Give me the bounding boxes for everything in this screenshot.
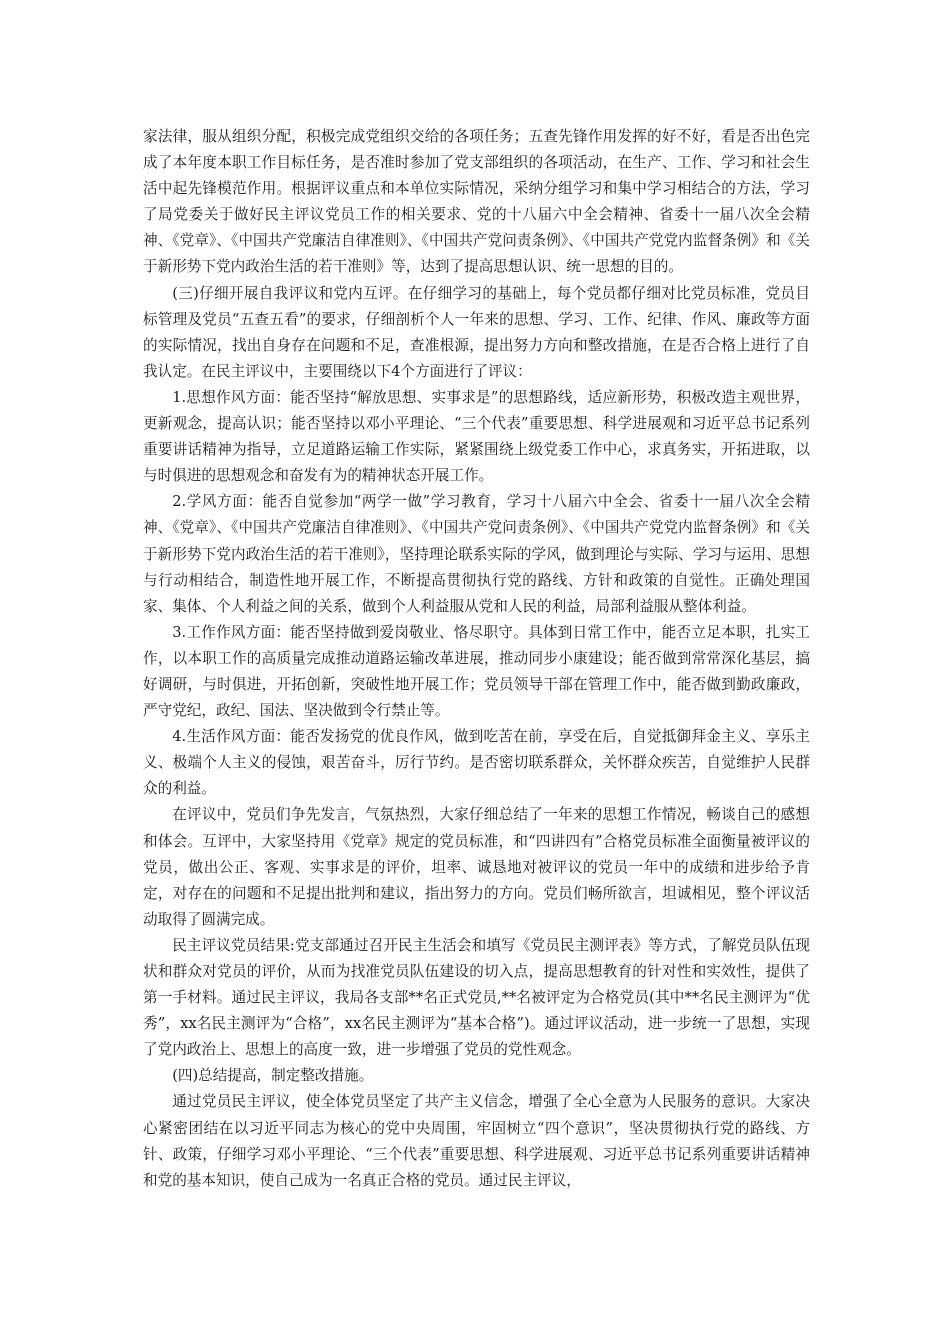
paragraph-item-2-study-style: 2.学风方面：能否自觉参加“两学一做”学习教育，学习十八届六中全会、省委十一届八次全会精神、《党章》、《中国共产党廉洁自律准则》、《中国共产党问责条例》、《中国共产党党内监督条例》和《关于新形势下党内政治生活的若干准则》，坚持理论联系实际的学风，做到理论与实际、学习与运用、思想与行动相结合，制造性地开展工作，不断提高贯彻执行党的路线、方针和政策的自觉性。正确处理国家、集体、个人利益之间的关系，做到个人利益服从党和人民的利益，局部利益服从整体利益。 — [143, 493, 810, 615]
paragraph-evaluation-process: 在评议中，党员们争先发言，气氛热烈，大家仔细总结了一年来的思想工作情况，畅谈自己的感想和体会。互评中，大家坚持用《党章》规定的党员标准，和“四讲四有”合格党员标准全面衡量被评议的党员，做出公正、客观、实事求是的评价，坦率、诚恳地对被评议的党员一年中的成绩和进步给予肯定，对存在的问题和不足提出批判和建议，指出努力的方向。党员们畅所欲言，坦诚相见，整个评议活动取得了圆满完成。 — [143, 806, 810, 928]
paragraph-evaluation-results: 民主评议党员结果:党支部通过召开民主生活会和填写《党员民主测评表》等方式，了解党员队伍现状和群众对党员的评价，从而为找准党员队伍建设的切入点，提高思想教育的针对性和实效性，提供了第一手材料。通过民主评议，我局各支部**名正式党员,**名被评定为合格党员(其中**名民主测评为“优秀”，xx名民主测评为“合格”，xx名民主测评为“基本合格”)。通过评议活动，进一步统一了思想，实现了党内政治上、思想上的高度一致，进一步增强了党员的党性观念。 — [143, 936, 810, 1059]
paragraph-item-3-work-style: 3.工作作风方面：能否坚持做到爱岗敬业、恪尽职守。具体到日常工作中，能否立足本职，扎实工作，以本职工作的高质量完成推动道路运输改革进展，推动同步小康建设；能否做到常常深化基层，搞好调研，与时俱进，开拓创新，突破性地开展工作；党员领导干部在管理工作中，能否做到勤政廉政，严守党纪，政纪、国法、坚决做到令行禁止等。 — [143, 623, 810, 720]
document-body — [143, 124, 810, 1194]
paragraph-item-4-life-style: 4.生活作风方面：能否发扬党的优良作风，做到吃苦在前，享受在后，自觉抵御拜金主义、享乐主义、极端个人主义的侵蚀，艰苦奋斗，厉行节约。是否密切联系群众，关怀群众疾苦，自觉维护人民群众的利益。 — [143, 728, 810, 798]
paragraph-item-1-thinking-style: 1.思想作风方面：能否坚持“解放思想、实事求是”的思想路线，适应新形势，积极改造主观世界，更新观念，提高认识；能否坚持以邓小平理论、“三个代表”重要思想、科学进展观和习近平总书记系列重要讲话精神为指导，立足道路运输工作实际，紧紧围绕上级党委工作中心，求真务实，开拓进取，以与时俱进的思想观念和奋发有为的精神状态开展工作。 — [143, 388, 810, 485]
paragraph-continuation: 家法律，服从组织分配，积极完成党组织交给的各项任务；五查先锋作用发挥的好不好，看是否出色完成了本年度本职工作目标任务，是否准时参加了党支部组织的各项活动，在生产、工作、学习和社会生活中起先锋模范作用。根据评议重点和本单位实际情况，采纳分组学习和集中学习相结合的方法，学习了局党委关于做好民主评议党员工作的相关要求、党的十八届六中全会精神、省委十一届八次全会精神、《党章》、《中国共产党廉洁自律准则》、《中国共产党问责条例》、《中国共产党党内监督条例》和《关于新形势下党内政治生活的若干准则》等，达到了提高思想认识、统一思想的目的。 — [143, 128, 810, 276]
paragraph-section-four-heading: (四)总结提高，制定整改措施。 — [172, 1067, 374, 1085]
paragraph-summary: 通过党员民主评议，使全体党员坚定了共产主义信念，增强了全心全意为人民服务的意识。大家决心紧密团结在以习近平同志为核心的党中央周围，牢固树立“四个意识”，坚决贯彻执行党的路线、方针、政策，仔细学习邓小平理论、“三个代表”重要思想、科学进展观、习近平总书记系列重要讲话精神和党的基本知识，使自己成为一名真正合格的党员。通过民主评议， — [143, 1093, 810, 1189]
paragraph-section-three-heading: (三)仔细开展自我评议和党内互评。在仔细学习的基础上，每个党员都仔细对比党员标准，党员目标管理及党员“五查五看”的要求，仔细剖析个人一年来的思想、学习、工作、纪律、作风、廉政等方面的实际情况，找出自身存在问题和不足，查准根源，提出努力方向和整改措施，在是否合格上进行了自我认定。在民主评议中，主要围绕以下4个方面进行了评议： — [143, 284, 810, 380]
